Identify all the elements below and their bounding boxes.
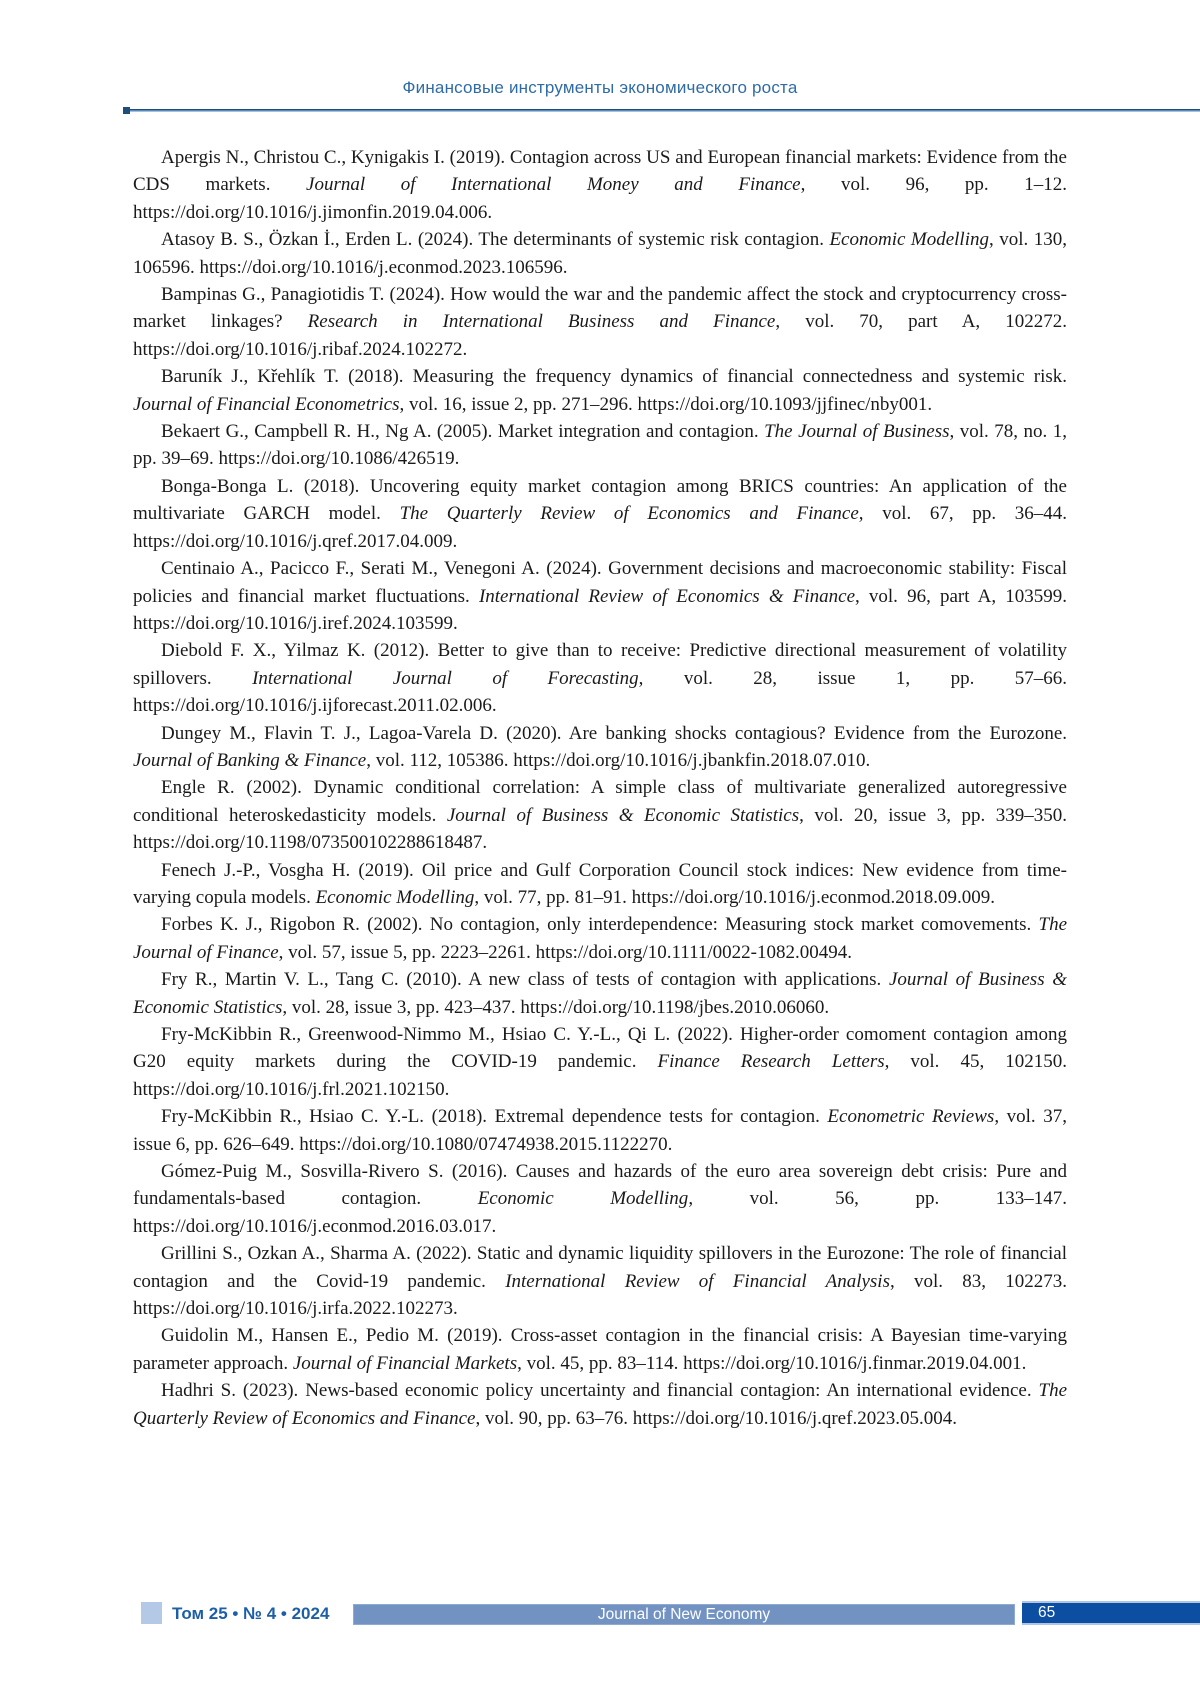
reference-text: Bonga-Bonga L. (2018). Uncovering equity market contagion among BRICS countries: An application of the multivariate GARCH model. — [133, 475, 1067, 525]
reference-entry — [133, 144, 1067, 226]
page-number: 65 — [1038, 1604, 1056, 1621]
reference-text: Apergis N., Christou C., Kynigakis I. (2019). Contagion across US and European financial markets: Evidence from the CDS markets. — [133, 147, 1067, 196]
reference-text: , vol. 16, issue 2, pp. 271–296. https://doi.org/10.1093/jjfinec/nby001. — [399, 393, 933, 415]
reference-entry — [133, 1103, 1067, 1158]
reference-text: Engle R. (2002). Dynamic conditional correlation: A simple class of multivariate generalized autoregressive conditional heteroskedasticity models. — [133, 777, 1067, 826]
reference-text: Dungey M., Flavin T. J., Lagoa-Varela D. (2020). Are banking shocks contagious? Evidence from the Eurozone. — [161, 722, 1067, 744]
reference-entry — [133, 1158, 1067, 1240]
journal-title-italic: Journal of International Money and Finance — [306, 174, 801, 196]
reference-text: Centinaio A., Pacicco F., Serati M., Venegoni A. (2024). Government decisions and macroeconomic stability: Fiscal policies and financial market fluctuations. — [133, 558, 1067, 607]
reference-text: Diebold F. X., Yilmaz K. (2012). Better to give than to receive: Predictive directional measurement of volatility spillovers. — [133, 640, 1067, 689]
reference-text: , vol. 83, 102273. https://doi.org/10.1016/j.irfa.2022.102273. — [133, 1270, 1067, 1320]
reference-entry — [133, 911, 1067, 966]
journal-title-italic: The Quarterly Review of Economics and Finance — [133, 1380, 1067, 1429]
journal-title-italic: Economic Modelling — [477, 1188, 689, 1210]
reference-text: Forbes K. J., Rigobon R. (2002). No contagion, only interdependence: Measuring stock market comovements. — [161, 914, 1039, 936]
journal-title-italic: International Review of Financial Analysis — [505, 1270, 890, 1292]
journal-title-italic: The Quarterly Review of Economics and Finance — [399, 503, 859, 525]
reference-entry — [133, 1021, 1067, 1103]
reference-entry — [133, 637, 1067, 719]
reference-entry — [133, 281, 1067, 363]
reference-entry — [133, 1322, 1067, 1377]
volume-issue-info: Том 25 • № 4 • 2024 — [172, 1604, 330, 1623]
reference-text: Bekaert G., Campbell R. H., Ng A. (2005). Market integration and contagion. — [161, 421, 765, 443]
journal-title-italic: Economic Modelling — [315, 886, 475, 908]
reference-text: Guidolin M., Hansen E., Pedio M. (2019). Cross-asset contagion in the financial crisis: A Bayesian time-varying parameter approach. — [133, 1325, 1067, 1374]
running-title: Финансовые инструменты экономического роста — [402, 78, 798, 97]
reference-text: , vol. 112, 105386. https://doi.org/10.1016/j.jbankfin.2018.07.010. — [366, 749, 871, 771]
reference-text: , vol. 70, part A, 102272. https://doi.org/10.1016/j.ribaf.2024.102272. — [133, 311, 1067, 360]
reference-entry — [133, 1377, 1067, 1432]
journal-title-italic: Journal of Business & Economic Statistics — [446, 804, 800, 826]
reference-text: , vol. 130, 106596. https://doi.org/10.1016/j.econmod.2023.106596. — [133, 229, 1067, 278]
reference-entry — [133, 418, 1067, 473]
journal-title-italic: Journal of Financial Econometrics — [133, 393, 400, 415]
reference-entry — [133, 473, 1067, 555]
journal-title-italic: The Journal of Finance — [133, 914, 1067, 963]
reference-text: Fry R., Martin V. L., Tang C. (2010). A new class of tests of contagion with applications. — [161, 969, 889, 991]
reference-entry — [133, 857, 1067, 912]
reference-entry — [133, 1240, 1067, 1322]
reference-text: , vol. 57, issue 5, pp. 2223–2261. https://doi.org/10.1111/0022-1082.00494. — [278, 941, 852, 963]
reference-text: , vol. 56, pp. 133–147. https://doi.org/10.1016/j.econmod.2016.03.017. — [133, 1188, 1067, 1237]
reference-text: , vol. 96, part A, 103599. https://doi.org/10.1016/j.iref.2024.103599. — [133, 585, 1067, 634]
reference-text: Fenech J.-P., Vosgha H. (2019). Oil price and Gulf Corporation Council stock indices: New evidence from time-varying copula models. — [133, 859, 1067, 908]
reference-text: , vol. 28, issue 1, pp. 57–66. https://doi.org/10.1016/j.ijforecast.2011.02.006. — [133, 667, 1067, 717]
reference-text: , vol. 45, 102150. https://doi.org/10.1016/j.frl.2021.102150. — [133, 1051, 1067, 1100]
reference-text: Baruník J., Křehlík T. (2018). Measuring the frequency dynamics of financial connectedness and systemic risk. — [161, 366, 1067, 388]
reference-text: Bampinas G., Panagiotidis T. (2024). How would the war and the pandemic affect the stock and cryptocurrency cross-market linkages? — [133, 284, 1067, 333]
references-list — [133, 144, 1067, 1432]
footer-accent-square — [141, 1602, 162, 1624]
reference-text: Grillini S., Ozkan A., Sharma A. (2022). Static and dynamic liquidity spillovers in the Eurozone: The role of financial contagion and the Covid-19 pandemic. — [133, 1243, 1067, 1292]
reference-entry — [133, 555, 1067, 637]
reference-text: Atasoy B. S., Özkan İ., Erden L. (2024). The determinants of systemic risk contagion. — [161, 229, 830, 251]
reference-entry — [133, 720, 1067, 775]
journal-name: Journal of New Economy — [597, 1606, 771, 1623]
journal-title-italic: Economic Modelling — [829, 229, 989, 251]
header-rule — [123, 109, 1200, 112]
journal-title-italic: Econometric Reviews — [827, 1106, 995, 1128]
reference-text: , vol. 90, pp. 63–76. https://doi.org/10.1016/j.qref.2023.05.004. — [475, 1407, 957, 1429]
journal-title-italic: Research in International Business and Finance — [307, 311, 776, 333]
page-number-box — [1022, 1601, 1200, 1625]
journal-title-italic: Journal of Banking & Finance — [133, 749, 367, 771]
reference-text: , vol. 45, pp. 83–114. https://doi.org/10.1016/j.finmar.2019.04.001. — [517, 1352, 1027, 1374]
reference-text: , vol. 20, issue 3, pp. 339–350. https://doi.org/10.1198/073500102288618487. — [133, 804, 1067, 854]
reference-entry — [133, 226, 1067, 281]
reference-entry — [133, 774, 1067, 856]
reference-text: Gómez-Puig M., Sosvilla-Rivero S. (2016). Causes and hazards of the euro area sovereign debt crisis: Pure and fundamentals-based contagion. — [133, 1161, 1067, 1210]
journal-title-italic: Journal of Business & Economic Statistics — [133, 969, 1067, 1018]
reference-text: , vol. 67, pp. 36–44. https://doi.org/10.1016/j.qref.2017.04.009. — [133, 503, 1067, 552]
reference-text: , vol. 96, pp. 1–12. https://doi.org/10.1016/j.jimonfin.2019.04.006. — [133, 174, 1068, 223]
reference-text: Hadhri S. (2023). News-based economic policy uncertainty and financial contagion: An international evidence. — [161, 1380, 1039, 1402]
reference-text: , vol. 78, no. 1, pp. 39–69. https://doi.org/10.1086/426519. — [133, 421, 1067, 470]
journal-title-italic: The Journal of Business — [764, 421, 950, 443]
journal-title-italic: Finance Research Letters — [657, 1051, 885, 1073]
journal-title-italic: Journal of Financial Markets — [292, 1352, 518, 1374]
reference-text: , vol. 77, pp. 81–91. https://doi.org/10.1016/j.econmod.2018.09.009. — [474, 886, 995, 908]
journal-title-italic: International Review of Economics & Finance — [478, 585, 855, 607]
journal-name-bar — [353, 1604, 1015, 1625]
reference-entry — [133, 363, 1067, 418]
reference-text: , vol. 37, issue 6, pp. 626–649. https://doi.org/10.1080/07474938.2015.1122270. — [133, 1106, 1067, 1155]
reference-text: Fry-McKibbin R., Hsiao C. Y.-L. (2018). Extremal dependence tests for contagion. — [161, 1106, 828, 1128]
journal-title-italic: International Journal of Forecasting — [252, 667, 639, 689]
reference-entry — [133, 966, 1067, 1021]
reference-text: Fry-McKibbin R., Greenwood-Nimmo M., Hsiao C. Y.-L., Qi L. (2022). Higher-order comoment contagion among G20 equity markets during the COVID-19 pandemic. — [133, 1024, 1067, 1073]
header-rule-square — [123, 107, 130, 114]
reference-text: , vol. 28, issue 3, pp. 423–437. https://doi.org/10.1198/jbes.2010.06060. — [282, 996, 830, 1018]
